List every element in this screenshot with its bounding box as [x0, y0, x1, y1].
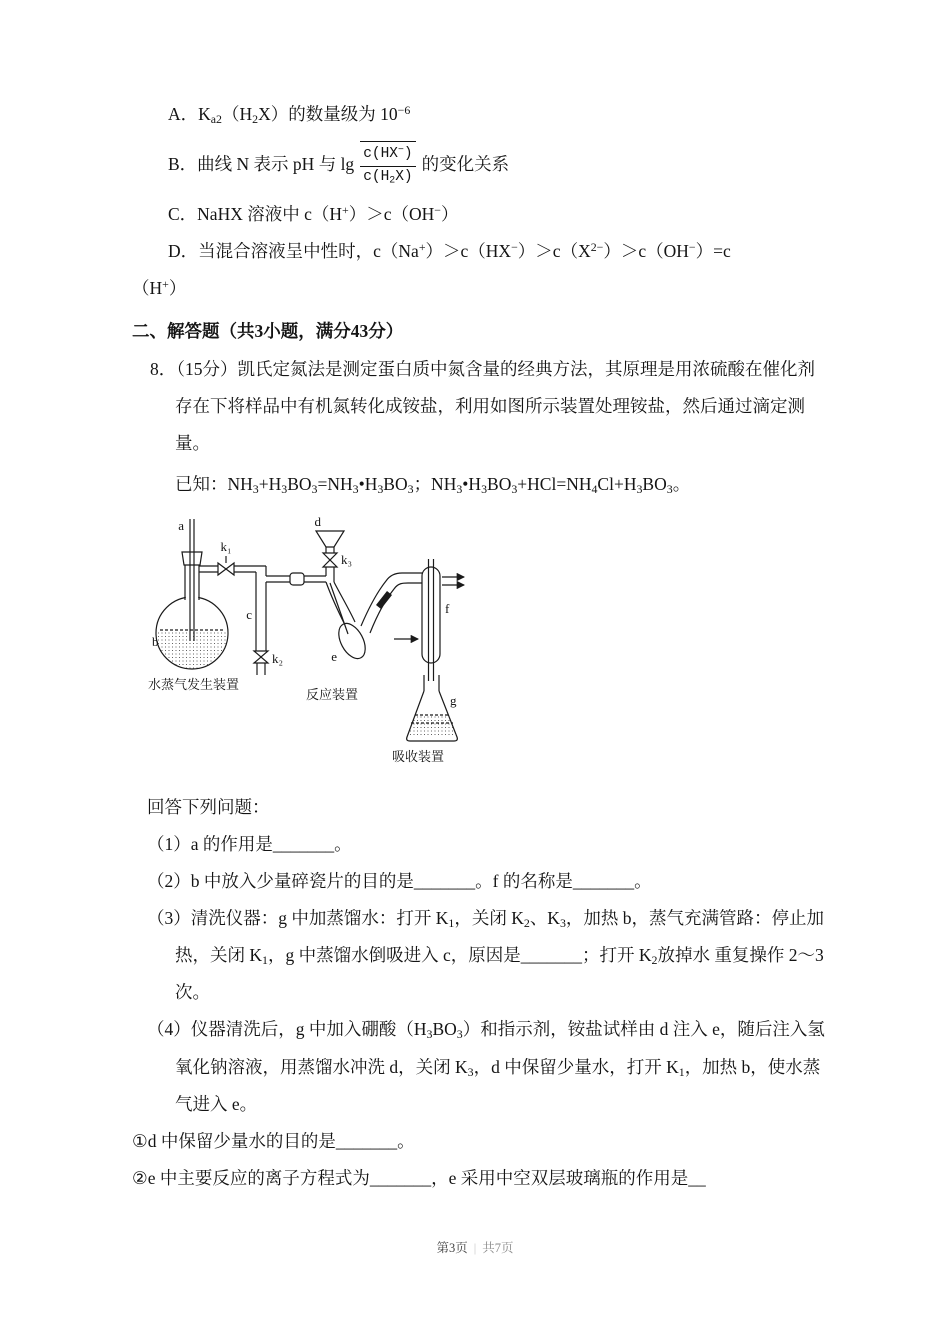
option-c: C．NaHX 溶液中 c（H+）＞c（OH−） [168, 203, 459, 225]
option-a: A．$K_{a2}(H_2X)$的数量级为 $10^{-6}$ [168, 103, 411, 126]
question-item-3: （3）清洗仪器：g 中加蒸馏水：打开 $K_1$，关闭 $K_2$、$K_3$，加热 b，蒸气充满管路：停止加热，关闭 $K_1$，g 中蒸馏水倒吸进入 c，原因是_______；打开 $K_2$放掉水 重复操作 2～3 次。 [147, 908, 825, 1003]
funnel-d [316, 531, 344, 553]
condenser-f [394, 559, 464, 681]
option-b-prefix: B．曲线 N 表示 pH 与 lg [168, 154, 355, 175]
option-b-fraction [360, 141, 415, 188]
label-e: e [331, 648, 337, 664]
label-k2: k₂ [272, 650, 284, 666]
footer-separator: | [473, 1241, 477, 1255]
question-8-known: 已知：$NH_3+H_3BO_3=NH_3•H_3BO_3$；$NH_3•H_3BO_3+HCl=NH_4Cl+H_3BO_3$。 [175, 473, 691, 496]
caption-reaction-device: 反应装置 [306, 686, 359, 702]
label-d: d [314, 513, 321, 529]
question-8-stem: 8．（15分）凯氏定氮法是测定蛋白质中氮含量的经典方法，其原理是用浓硫酸在催化剂存在下将样品中有机氮转化成铵盐，利用如图所示装置处理铵盐，然后通过滴定测量。 [150, 358, 815, 453]
tube-c [256, 566, 266, 651]
answer-intro: 回答下列问题： [147, 796, 270, 817]
option-b [168, 141, 832, 188]
label-k1: k₁ [220, 538, 232, 554]
label-a: a [178, 517, 184, 533]
reaction-vessel-e [326, 573, 422, 663]
steam-flask-b [154, 519, 230, 672]
label-f: f [445, 600, 450, 616]
footer-page-number: 第3页 [436, 1241, 468, 1255]
valve-k2 [254, 651, 268, 675]
label-b: b [152, 633, 159, 649]
label-g: g [450, 692, 457, 708]
question-item-1: （1）a 的作用是_______。 [147, 833, 352, 854]
fraction-denominator: $c(H_2X)$ [363, 168, 413, 186]
label-k3: k₃ [341, 551, 353, 567]
option-d-line1: D．当混合溶液呈中性时，$c(Na^+)>c(HX^-)>c(X^{2-})>c(OH^-)=c$ [168, 240, 731, 262]
footer-total-pages: 共7页 [482, 1241, 514, 1255]
option-d-line2: （H+） [132, 277, 187, 299]
caption-absorb-device: 吸收装置 [392, 748, 445, 764]
fraction-numerator: c(HX−) [360, 141, 415, 166]
question-subitem-1: ①d 中保留少量水的目的是_______。 [132, 1130, 415, 1151]
option-b-suffix: 的变化关系 [421, 154, 510, 175]
section-title: 二、解答题（共3小题，满分43分） [132, 321, 404, 342]
page-footer [0, 1238, 950, 1256]
apparatus-diagram [140, 513, 832, 773]
valve-k3 [323, 553, 337, 582]
question-item-2: （2）b 中放入少量碎瓷片的目的是_______。f 的名称是_______。 [147, 871, 652, 892]
conical-flask-g [407, 675, 458, 741]
page-content [132, 96, 832, 1197]
label-c: c [246, 606, 252, 622]
question-item-4: （4）仪器清洗后，g 中加入硼酸$(H_3BO_3)$和指示剂，铵盐试样由 d 注入 e，随后注入氢氧化钠溶液，用蒸馏水冲洗 d，关闭 $K_3$，d 中保留少量水，打开 $K_1$，加热 b，使水蒸气进入 e。 [147, 1019, 825, 1114]
question-subitem-2: ②e 中主要反应的离子方程式为_______，e 采用中空双层玻璃瓶的作用是__ [132, 1167, 706, 1188]
caption-steam-device: 水蒸气发生装置 [148, 676, 240, 692]
branch-tube [266, 573, 326, 585]
